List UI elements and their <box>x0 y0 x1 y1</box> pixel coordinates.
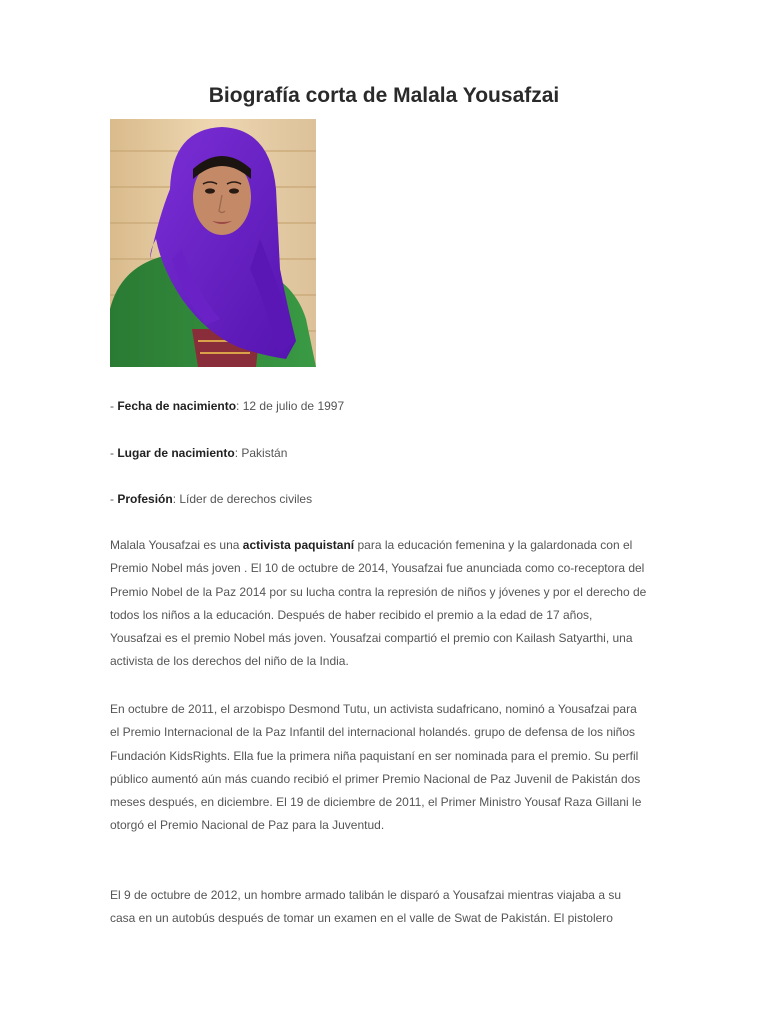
bold-text: activista paquistaní <box>242 538 355 552</box>
text-span: Malala Yousafzai es una <box>110 538 243 552</box>
text-span: para la educación femenina y la galardonada con el <box>354 538 633 552</box>
paragraph-line: Yousafzai es el premio Nobel más joven. Yousafzai compartió el premio con Kailash Satyarthi, una <box>110 631 633 646</box>
fact-prefix: - <box>110 399 118 413</box>
fact-profession <box>110 492 312 506</box>
portrait-photo <box>110 119 316 367</box>
paragraph-line: otorgó el Premio Nacional de Paz para la Juventud. <box>110 818 385 833</box>
page-title: Biografía corta de Malala Yousafzai <box>208 84 560 107</box>
paragraph-attack <box>110 884 662 931</box>
paragraph-nomination <box>110 698 662 838</box>
paragraph-line: Fundación KidsRights. Ella fue la primera niña paquistaní en ser nominada para el premio. Su perfil <box>110 748 639 763</box>
paragraph-line: El 9 de octubre de 2012, un hombre armado talibán le disparó a Yousafzai mientras viajaba a su <box>110 888 621 902</box>
fact-birth-date <box>110 399 344 413</box>
paragraph-line: el Premio Internacional de la Paz Infantil del internacional holandés. grupo de defensa de los niños <box>110 725 636 740</box>
fact-value: : Líder de derechos civiles <box>172 492 313 506</box>
paragraph-line: Premio Nobel más joven . El 10 de octubre de 2014, Yousafzai fue anunciada como co-receptora del <box>110 561 645 576</box>
paragraph-line <box>110 534 662 557</box>
paragraph-line: todos los niños a la educación. Después de haber recibido el premio a la edad de 17 años, <box>110 607 593 622</box>
paragraph-intro <box>110 534 662 674</box>
fact-label: Profesión <box>117 492 173 506</box>
paragraph-line: En octubre de 2011, el arzobispo Desmond Tutu, un activista sudafricano, nominó a Yousafzai para <box>110 702 637 716</box>
fact-value: : Pakistán <box>234 446 288 460</box>
fact-label: Fecha de nacimiento <box>117 399 237 413</box>
fact-label: Lugar de nacimiento <box>117 446 235 460</box>
paragraph-line: público aumentó aún más cuando recibió el primer Premio Nacional de Paz Juvenil de Pakistán dos <box>110 771 641 786</box>
paragraph-line: Premio Nobel de la Paz 2014 por su lucha contra la represión de niños y jóvenes y por el derecho de <box>110 584 647 599</box>
fact-birth-place <box>110 446 287 460</box>
fact-prefix: - <box>110 446 118 460</box>
paragraph-line: casa en un autobús después de tomar un examen en el valle de Swat de Pakistán. El pistolero <box>110 911 613 926</box>
fact-prefix: - <box>110 492 118 506</box>
paragraph-line: activista de los derechos del niño de la India. <box>110 654 349 669</box>
fact-value: : 12 de julio de 1997 <box>236 399 345 413</box>
paragraph-line: meses después, en diciembre. El 19 de diciembre de 2011, el Primer Ministro Yousaf Raza Gillani le <box>110 795 642 810</box>
